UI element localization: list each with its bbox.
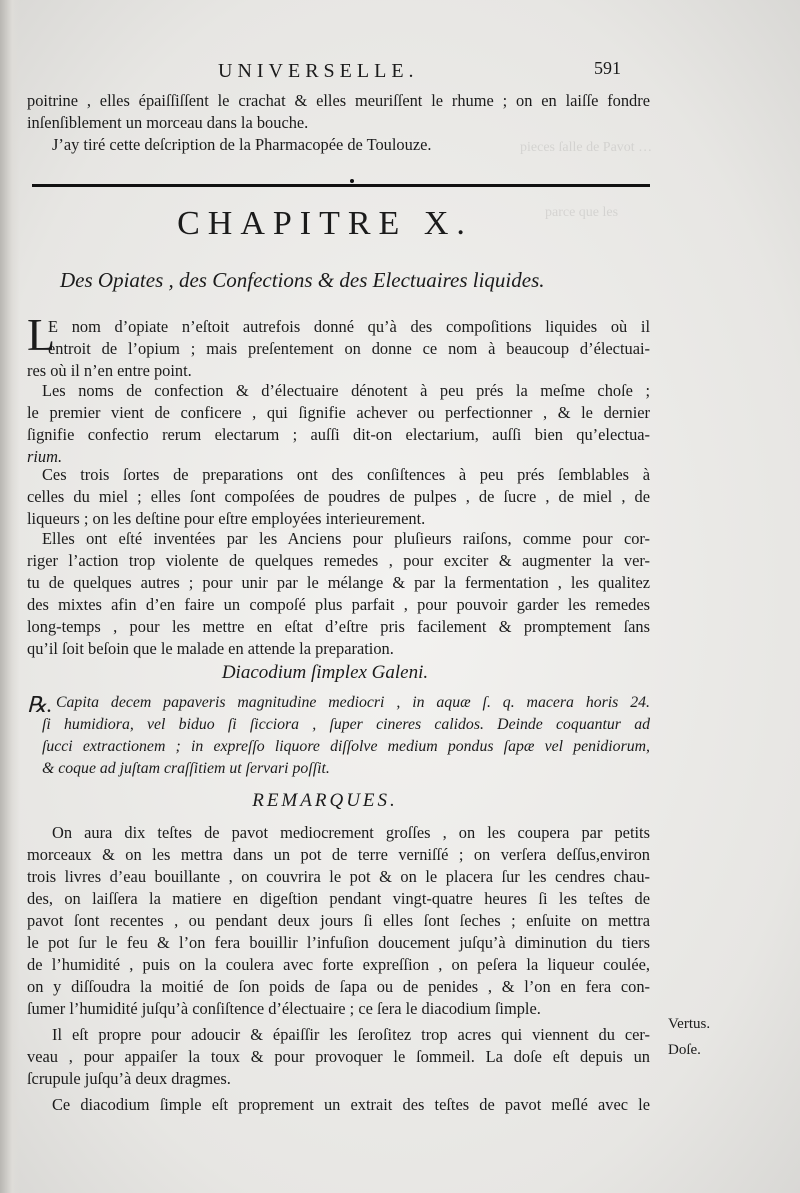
bleed-through: pieces ſalle de Pavot … — [520, 140, 653, 155]
paragraph-line: long-temps , pour les mettre en eſtat d’eſtre pris facilement & promptement ſans — [27, 617, 650, 636]
remarques-line: pavot ſont recentes , ou pendant deux jours ſi elles ſont ſeches ; enſuite on mettra — [27, 911, 650, 930]
recipe-title: Diacodium ſimplex Galeni. — [221, 662, 429, 683]
remarques-line: morceaux & on les mettra dans un pot de terre verniſſé ; on verſera deſſus,environ — [27, 845, 650, 864]
paragraph-line: Les noms de confection & d’électuaire dénotent à peu prés la meſme choſe ; — [42, 381, 650, 400]
rule-ornament — [350, 179, 354, 183]
remarques-line: trois livres d’eau bouillante , on couvrira le pot & on le placera ſur les cendres chau- — [27, 867, 650, 886]
vertus-line: Il eſt propre pour adoucir & épaiſſir les ſeroſitez trop acres qui viennent du cer- — [52, 1025, 650, 1044]
paragraph-line: rium. — [27, 447, 63, 466]
paragraph-line: qu’il ſoit beſoin que le malade en attende la preparation. — [27, 639, 394, 658]
recipe-line: Capita decem papaveris magnitudine mediocri , in aquæ ſ. q. macera horis 24. — [56, 694, 650, 711]
recipe-line: & coque ad juſtam craſſitiem ut ſervari poſſit. — [42, 760, 330, 777]
paragraph-line: res où il n’en entre point. — [27, 361, 192, 380]
remarques-line: de l’humidité , puis on la coulera avec forte expreſſion , on peſera la liqueur coulée, — [27, 955, 650, 974]
remarques-line: des, on laiſſera la matiere en digeſtion pendant vingt-quatre heures ſi les teſtes de — [27, 889, 650, 908]
page-number: 591 — [594, 58, 621, 78]
chapter-subtitle: Des Opiates , des Confections & des Electuaires liquides. — [60, 268, 545, 292]
paragraph-line: Ces trois ſortes de preparations ont des conſiſtences à peu prés ſemblables à — [42, 465, 650, 484]
book-gutter — [0, 0, 20, 1193]
vertus-line: ſcrupule juſqu’à deux dragmes. — [27, 1069, 231, 1088]
remarques-line: ſumer l’humidité juſqu’à conſiſtence d’électuaire ; ce ſera le diacodium ſimple. — [27, 999, 541, 1018]
drop-cap: L — [27, 309, 56, 360]
paragraph-line: ſignifie confectio rerum electarum ; auſſi dit-on electarium, auſſi bien qu’electua- — [27, 425, 650, 444]
paragraph-line: riger l’action trop violente de quelques remedes , pour exciter & augmenter la ver- — [27, 551, 650, 570]
intro-line: poitrine , elles épaiſſiſſent le crachat & elles meuriſſent le rhume ; on en laiſſe fondre — [27, 91, 650, 110]
intro-line: inſenſiblement un morceau dans la bouche. — [27, 113, 309, 132]
bleed-through: parce que les — [545, 205, 619, 220]
remarques-title: REMARQUES. — [252, 790, 398, 811]
paragraph-line: des mixtes afin d’en faire un compoſé plus parfait , pour pouvoir garder les remedes — [27, 595, 650, 614]
remarques-line: On aura dix teſtes de pavot mediocrement groſſes , on les coupera par petits — [52, 823, 650, 842]
section-rule — [32, 184, 650, 187]
paragraph-line: liqueurs ; on les deſtine pour eſtre employées interieurement. — [27, 509, 426, 528]
remarques-line: le pot ſur le feu & l’on fera bouillir l’infuſion doucement juſqu’à diminution du tiers — [27, 933, 650, 952]
recipe-line: ſucci extractionem ; in expreſſo liquore diſſolve medium pondus ſapæ vel penidiorum, — [42, 738, 650, 755]
vertus-line: veau , pour appaiſer la toux & pour provoquer le ſommeil. La doſe eſt depuis un — [27, 1047, 650, 1066]
paragraph-line: celles du miel ; elles ſont compoſées de poudres de pulpes , de ſucre , de miel , de — [27, 487, 650, 506]
last-line: Ce diacodium ſimple eſt proprement un extrait des teſtes de pavot meſlé avec le — [52, 1095, 650, 1114]
paragraph-line: Elles ont eſté inventées par les Anciens pour pluſieurs raiſons, comme pour cor- — [42, 529, 650, 548]
margin-note-dose: Doſe. — [668, 1042, 701, 1058]
intro-line: J’ay tiré cette deſcription de la Pharmacopée de Toulouze. — [52, 135, 432, 154]
recipe-symbol: ℞. — [27, 692, 53, 717]
paragraph-line: le premier vient de conficere , qui ſignifie achever ou perfectionner , & le dernier — [27, 403, 650, 422]
chapter-title: CHAPITRE X. — [177, 205, 473, 242]
margin-note-vertus: Vertus. — [668, 1016, 711, 1032]
remarques-line: on y diſſoudra la moitié de ſon poids de ſapa ou de penides , & l’on en fera con- — [27, 977, 650, 996]
paragraph-line: tu de quelques autres ; pour unir par le mélange & par la fermentation , les qualitez — [27, 573, 650, 592]
paragraph-line: entroit de l’opium ; mais preſentement on donne ce nom à beaucoup d’électuai- — [48, 339, 650, 358]
running-header: UNIVERSELLE. — [218, 60, 419, 82]
recipe-line: ſi humidiora, vel biduo ſi ſicciora , ſuper cineres calidos. Deinde coquantur ad — [42, 716, 650, 733]
paragraph-line: E nom d’opiate n’eſtoit autrefois donné qu’à des compoſitions liquides où il — [48, 317, 650, 336]
